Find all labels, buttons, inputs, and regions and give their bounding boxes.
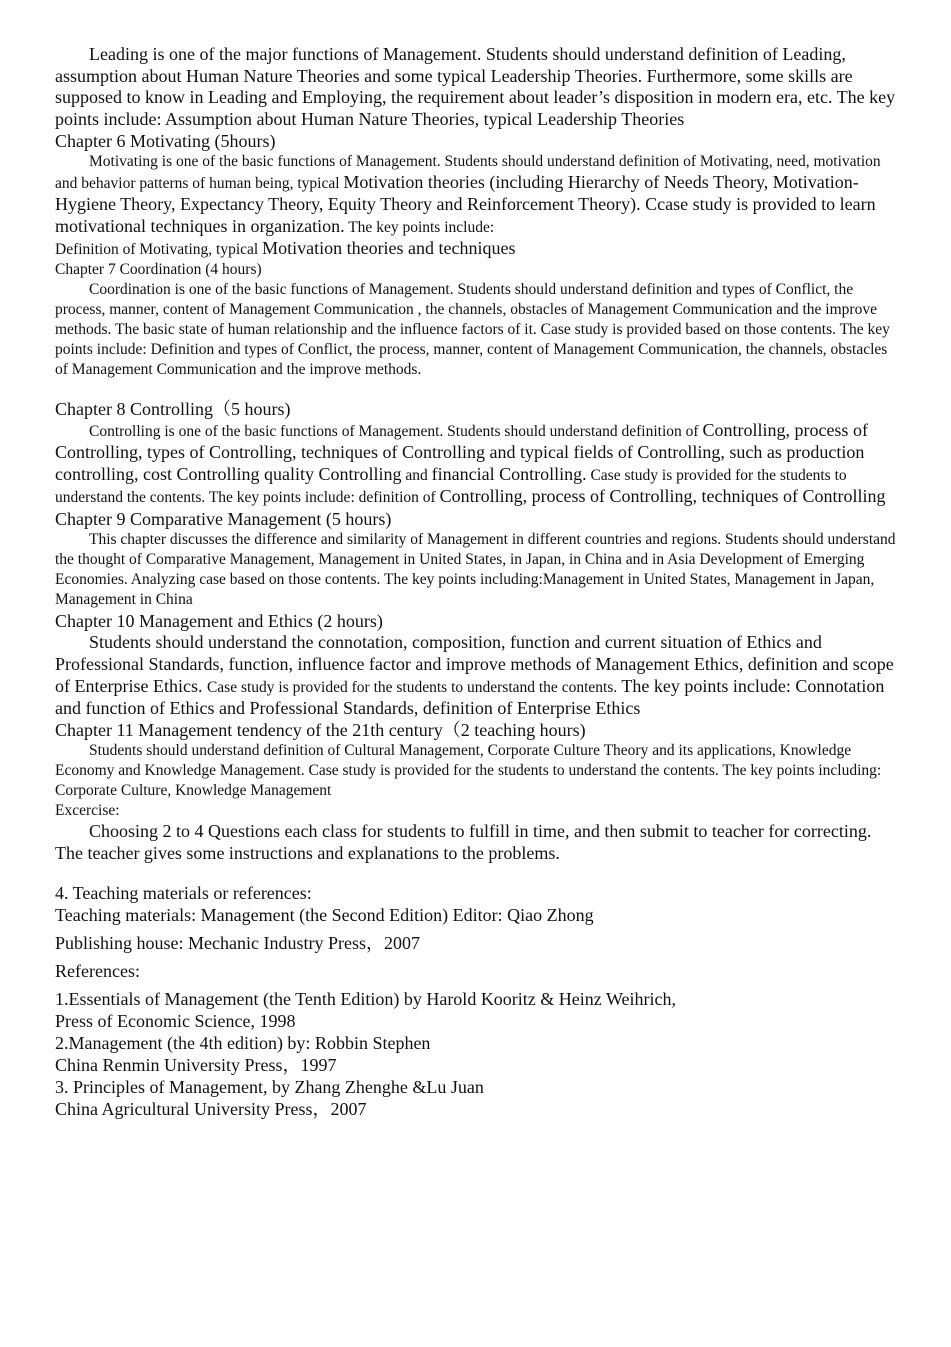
spacer <box>55 864 901 882</box>
chapter-6-paragraph <box>55 152 901 238</box>
chapter-7-paragraph: Coordination is one of the basic functions of Management. Students should understand definition and types of Conflict, the process, manner, content of Management Communication , the channels, obstacles of Management Communication and the improve methods. The basic state of human relationship and the influence factors of it. Case study is provided based on those contents. The key points include: Definition and types of Conflict, the process, manner, content of Management Communication, the channels, obstacles of Management Communication and the improve methods. <box>55 281 890 379</box>
reference-line: China Renmin University Press，1997 <box>55 1055 337 1076</box>
chapter-6-key-1: Definition of Motivating, typical <box>55 241 259 259</box>
exercise-label: Excercise: <box>55 802 120 820</box>
publishing-house: Publishing house: Mechanic Industry Press，2007 <box>55 933 420 954</box>
reference-line: Press of Economic Science, 1998 <box>55 1011 296 1032</box>
chapter-6-key-2: Motivation theories and techniques <box>262 238 516 259</box>
chapter-6-text-3: The key points include: <box>348 219 495 237</box>
chapter-11-title: Chapter 11 Management tendency of the 21th century（2 teaching hours) <box>55 720 586 741</box>
chapter-8-text-1: Controlling is one of the basic functions of Management. Students should understand definition of <box>89 423 699 441</box>
reference-line: 2.Management (the 4th edition) by: Robbin Stephen <box>55 1033 431 1054</box>
spacer <box>55 380 901 398</box>
reference-line: 1.Essentials of Management (the Tenth Edition) by Harold Kooritz & Heinz Weihrich, <box>55 989 676 1010</box>
chapter-10-text-1: Students should understand the connotation, composition, function and current situation of Ethics and Professional Standards, function, influence factor and improve methods of Management Ethics, definition and scope of Enterprise Ethics. <box>55 632 894 696</box>
chapter-8-text-4: financial Controlling. <box>431 464 587 485</box>
chapter-10-title: Chapter 10 Management and Ethics (2 hours) <box>55 611 383 632</box>
materials-heading: 4. Teaching materials or references: <box>55 883 312 904</box>
chapter-6-text-1: Motivating is one of the basic functions of Management. Students should understand definition of Motivating, need, motivation and behavior patterns of human being, typical <box>55 153 881 193</box>
chapter-8-text-2: Controlling, process of Controlling, types of Controlling, techniques of Controlling and typical fields of Controlling, such as production controlling, cost Controlling quality Controlling <box>55 420 868 485</box>
teaching-materials: Teaching materials: Management (the Second Edition) Editor: Qiao Zhong <box>55 905 594 926</box>
reference-line: China Agricultural University Press，2007 <box>55 1099 367 1120</box>
chapter-11-paragraph: Students should understand definition of Cultural Management, Corporate Culture Theory and its applications, Knowledge Economy and Knowledge Management. Case study is provided for the students to understand the contents. The key points including: Corporate Culture, Knowledge Management <box>55 742 882 800</box>
chapter-8-text-6: Controlling, process of Controlling, techniques of Controlling <box>439 486 886 507</box>
chapter-10-text-2: Case study is provided for the students to understand the contents. <box>206 678 618 696</box>
leading-paragraph: Leading is one of the major functions of Management. Students should understand definition of Leading, assumption about Human Nature Theories and some typical Leadership Theories. Furthermore, some skills are supposed to know in Leading and Employing, the requirement about leader’s disposition in modern era, etc. The key points include: Assumption about Human Nature Theories, typical Leadership Theories <box>55 44 896 129</box>
chapter-9-paragraph: This chapter discusses the difference and similarity of Management in different countries and regions. Students should understand the thought of Comparative Management, Management in United States, in Japan, in China and in Asia Development of Emerging Economies. Analyzing case based on those contents. The key points including:Management in United States, Management in Japan, Management in China <box>55 531 896 609</box>
chapter-8-paragraph <box>55 420 901 508</box>
chapter-6-key-points <box>55 238 901 260</box>
exercise-paragraph: Choosing 2 to 4 Questions each class for students to fulfill in time, and then submit to teacher for correcting. The teacher gives some instructions and explanations to the problems. <box>55 821 872 863</box>
chapter-10-paragraph <box>55 632 901 719</box>
references-label: References: <box>55 961 140 982</box>
chapter-8-text-3: and <box>405 467 428 485</box>
chapter-8-text-5: Case study is provided for the students to understand the contents. The key points include: definition of <box>55 467 847 507</box>
chapter-6-title: Chapter 6 Motivating (5hours) <box>55 131 276 152</box>
chapter-10-text-3: The key points include: Connotation and function of Ethics and Professional Standards, definition of Enterprise Ethics <box>55 675 885 718</box>
reference-line: 3. Principles of Management, by Zhang Zhenghe &Lu Juan <box>55 1077 484 1098</box>
chapter-7-title: Chapter 7 Coordination (4 hours) <box>55 261 262 279</box>
chapter-8-title: Chapter 8 Controlling（5 hours) <box>55 399 291 420</box>
chapter-9-title: Chapter 9 Comparative Management (5 hours) <box>55 509 392 530</box>
chapter-6-text-2: Motivation theories (including Hierarchy of Needs Theory, Motivation-Hygiene Theory, Expectancy Theory, Equity Theory and Reinforcement Theory). Ccase study is provided to learn motivational techniques in organization. <box>55 172 876 237</box>
